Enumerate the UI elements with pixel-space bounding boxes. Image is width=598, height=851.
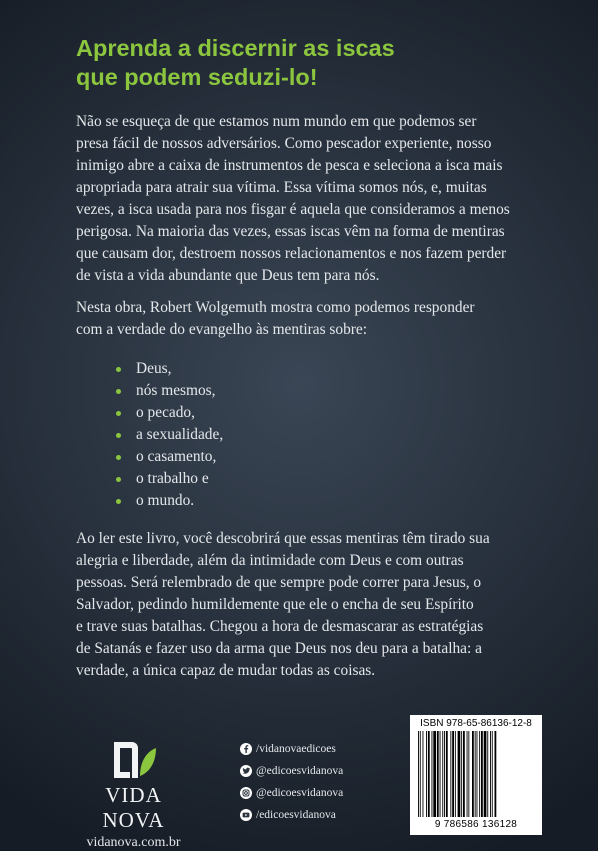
paragraph-line: de vista a vida abundante que Deus tem para nós. — [76, 267, 380, 284]
paragraph-line: pessoas. Será relembrado de que sempre pode correr para Jesus, o — [76, 574, 482, 591]
social-handle: /vidanovaedicoes — [256, 743, 336, 755]
bullet-dot-icon — [116, 433, 121, 438]
isbn-label: ISBN 978-65-86136-12-8 — [420, 718, 532, 729]
barcode-digits: 9 786586 136128 — [434, 819, 518, 830]
social-links — [240, 738, 343, 826]
paragraph-line: Salvador, pedindo humildemente que ele o encha de seu Espírito — [76, 596, 474, 613]
headline-line: que podem seduzi-lo! — [76, 64, 318, 90]
paragraph-line: com a verdade do evangelho às mentiras sobre: — [76, 321, 368, 338]
instagram-icon — [240, 787, 252, 799]
publisher-url: vidanova.com.br — [86, 835, 181, 850]
author-paragraph — [76, 297, 546, 341]
paragraph-line: verdade, a única capaz de mudar todas as coisas. — [76, 662, 376, 679]
social-link-twitter[interactable] — [240, 760, 343, 782]
paragraph-line: que causam dor, destroem nossos relacionamentos e nos fazem perder — [76, 245, 507, 262]
paragraph-line: apropriada para atrair sua vítima. Essa vítima somos nós, e, muitas — [76, 179, 487, 196]
paragraph-line: Nesta obra, Robert Wolgemuth mostra como podemos responder — [76, 299, 475, 316]
paragraph-line: de Satanás e fazer uso da arma que Deus nos deu para a batalha: a — [76, 640, 482, 657]
list-item: nós mesmos, — [116, 380, 223, 402]
paragraph-line: alegria e liberdade, além da intimidade com Deus e com outras — [76, 552, 464, 569]
closing-paragraph — [76, 528, 546, 682]
social-handle: /edicoesvidanova — [256, 809, 336, 821]
isbn-barcode — [410, 715, 542, 835]
paragraph-line: vezes, a isca usada para nos fisgar é aquela que consideramos a menos — [76, 201, 510, 218]
publisher-logo — [76, 740, 191, 851]
twitter-icon — [240, 765, 252, 777]
youtube-icon — [240, 809, 252, 821]
list-item: a sexualidade, — [116, 424, 223, 446]
paragraph-line: presa fácil de nossos adversários. Como pescador experiente, nosso — [76, 135, 492, 152]
paragraph-line: Não se esqueça de que estamos num mundo em que podemos ser — [76, 113, 477, 130]
headline-line: Aprenda a discernir as iscas — [76, 35, 395, 61]
paragraph-line: perigosa. Na maioria das vezes, essas iscas vêm na forma de mentiras — [76, 223, 505, 240]
publisher-name: VIDA NOVA — [102, 783, 165, 832]
intro-paragraph — [76, 111, 546, 287]
list-item: o trabalho e — [116, 468, 223, 490]
bullet-dot-icon — [116, 367, 121, 372]
social-handle: @edicoesvidanova — [256, 765, 344, 777]
paragraph-line: Ao ler este livro, você descobrirá que essas mentiras têm tirado sua — [76, 530, 490, 547]
social-link-facebook[interactable] — [240, 738, 343, 760]
bullet-dot-icon — [116, 455, 121, 460]
social-link-youtube[interactable] — [240, 804, 343, 826]
bullet-dot-icon — [116, 499, 121, 504]
list-item: o pecado, — [116, 402, 223, 424]
barcode-icon — [416, 731, 536, 819]
headline — [76, 34, 395, 92]
bullet-dot-icon — [116, 411, 121, 416]
vida-nova-logo-icon — [110, 740, 158, 780]
list-item: o casamento, — [116, 446, 223, 468]
social-link-instagram[interactable] — [240, 782, 343, 804]
bullet-dot-icon — [116, 477, 121, 482]
facebook-icon — [240, 743, 252, 755]
social-handle: @edicoesvidanova — [256, 787, 344, 799]
paragraph-line: e trave suas batalhas. Chegou a hora de desmascarar as estratégias — [76, 618, 484, 635]
paragraph-line: inimigo abre a caixa de instrumentos de pesca e seleciona a isca mais — [76, 157, 503, 174]
list-item: Deus, — [116, 358, 223, 380]
bullet-dot-icon — [116, 389, 121, 394]
list-item: o mundo. — [116, 490, 223, 512]
lies-list — [116, 358, 223, 512]
